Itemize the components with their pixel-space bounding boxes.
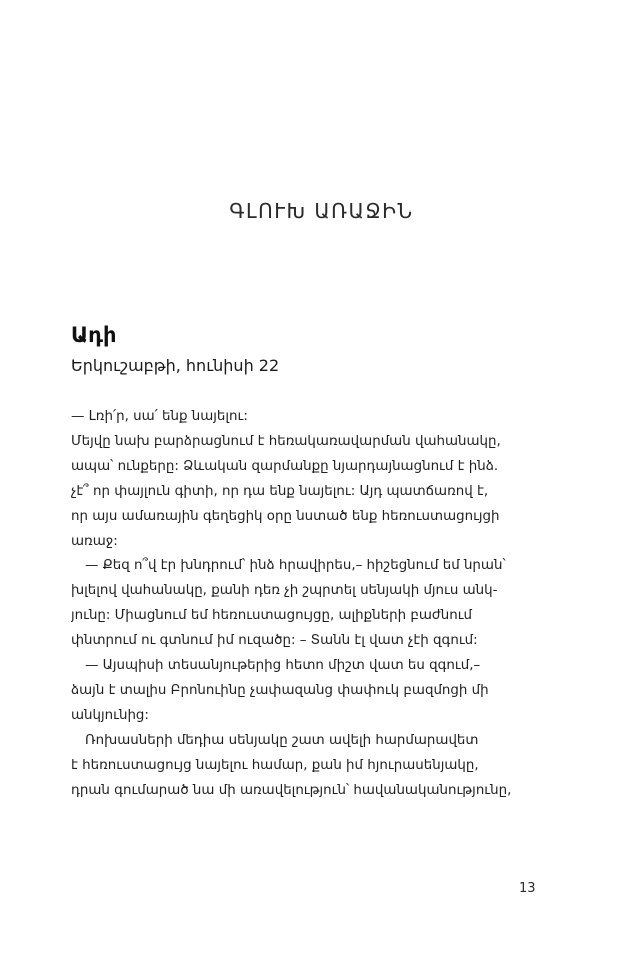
body-text [71,405,541,804]
chapter-date: Երկուշաբթի, հունիսի 22 [71,356,280,375]
text-line: է հեռուստացույց նայելու համար, քան իմ հյուրասենյակը, [71,757,479,773]
chapter-heading: Ադի [71,323,117,347]
text-line: ապա՝ ունքերը: Ձևական զարմանքը նյարդայնացնում է ինձ. [71,458,499,474]
page-number: 13 [519,881,536,896]
text-line: անկյունից: [71,707,149,723]
text-line: Մեյվը նախ բարձրացնում է հեռակառավարման վահանակը, [71,433,501,449]
text-line: փնտրում ու գտնում իմ ուզածը: – Տանն էլ վատ չէի զգում: [71,633,478,649]
text-line: չէ՞ որ փայլուն գիտի, որ դա ենք նայելու: Այդ պատճառով է, [71,483,489,499]
text-line: դրան գումարած նա մի առավելություն՝ հավանականությունը, [71,782,512,798]
text-line: Ռոխասների մեդիա սենյակը շատ ավելի հարմարավետ [85,732,479,748]
text-line: ձայն է տալիս Բրոնուինը չափազանց փափուկ բազմոցի մի [71,682,489,698]
text-line: — Այսպիսի տեսանյութերից հետո միշտ վատ ես զգում,– [85,658,481,674]
part-title: ԳԼՈՒԽ ԱՌԱՋԻՆ [229,199,414,223]
text-line: յունը: Միացնում եմ հեռուստացույցը, ալիքների բաժնում [71,608,472,624]
text-line: խլելով վահանակը, քանի դեռ չի շպրտել սենյակի մյուս անկ- [71,583,498,599]
text-line: որ այս ամառային գեղեցիկ օրը նստած ենք հեռուստացույցի [71,508,500,524]
text-line: — Լռի՛ր, սա՛ ենք նայելու: [71,409,248,424]
text-line: առաջ: [71,533,118,549]
text-line: — Քեզ ո՞վ էր խնդրում՝ ինձ հրավիրես,– հիշեցնում եմ նրան՝ [85,558,506,574]
